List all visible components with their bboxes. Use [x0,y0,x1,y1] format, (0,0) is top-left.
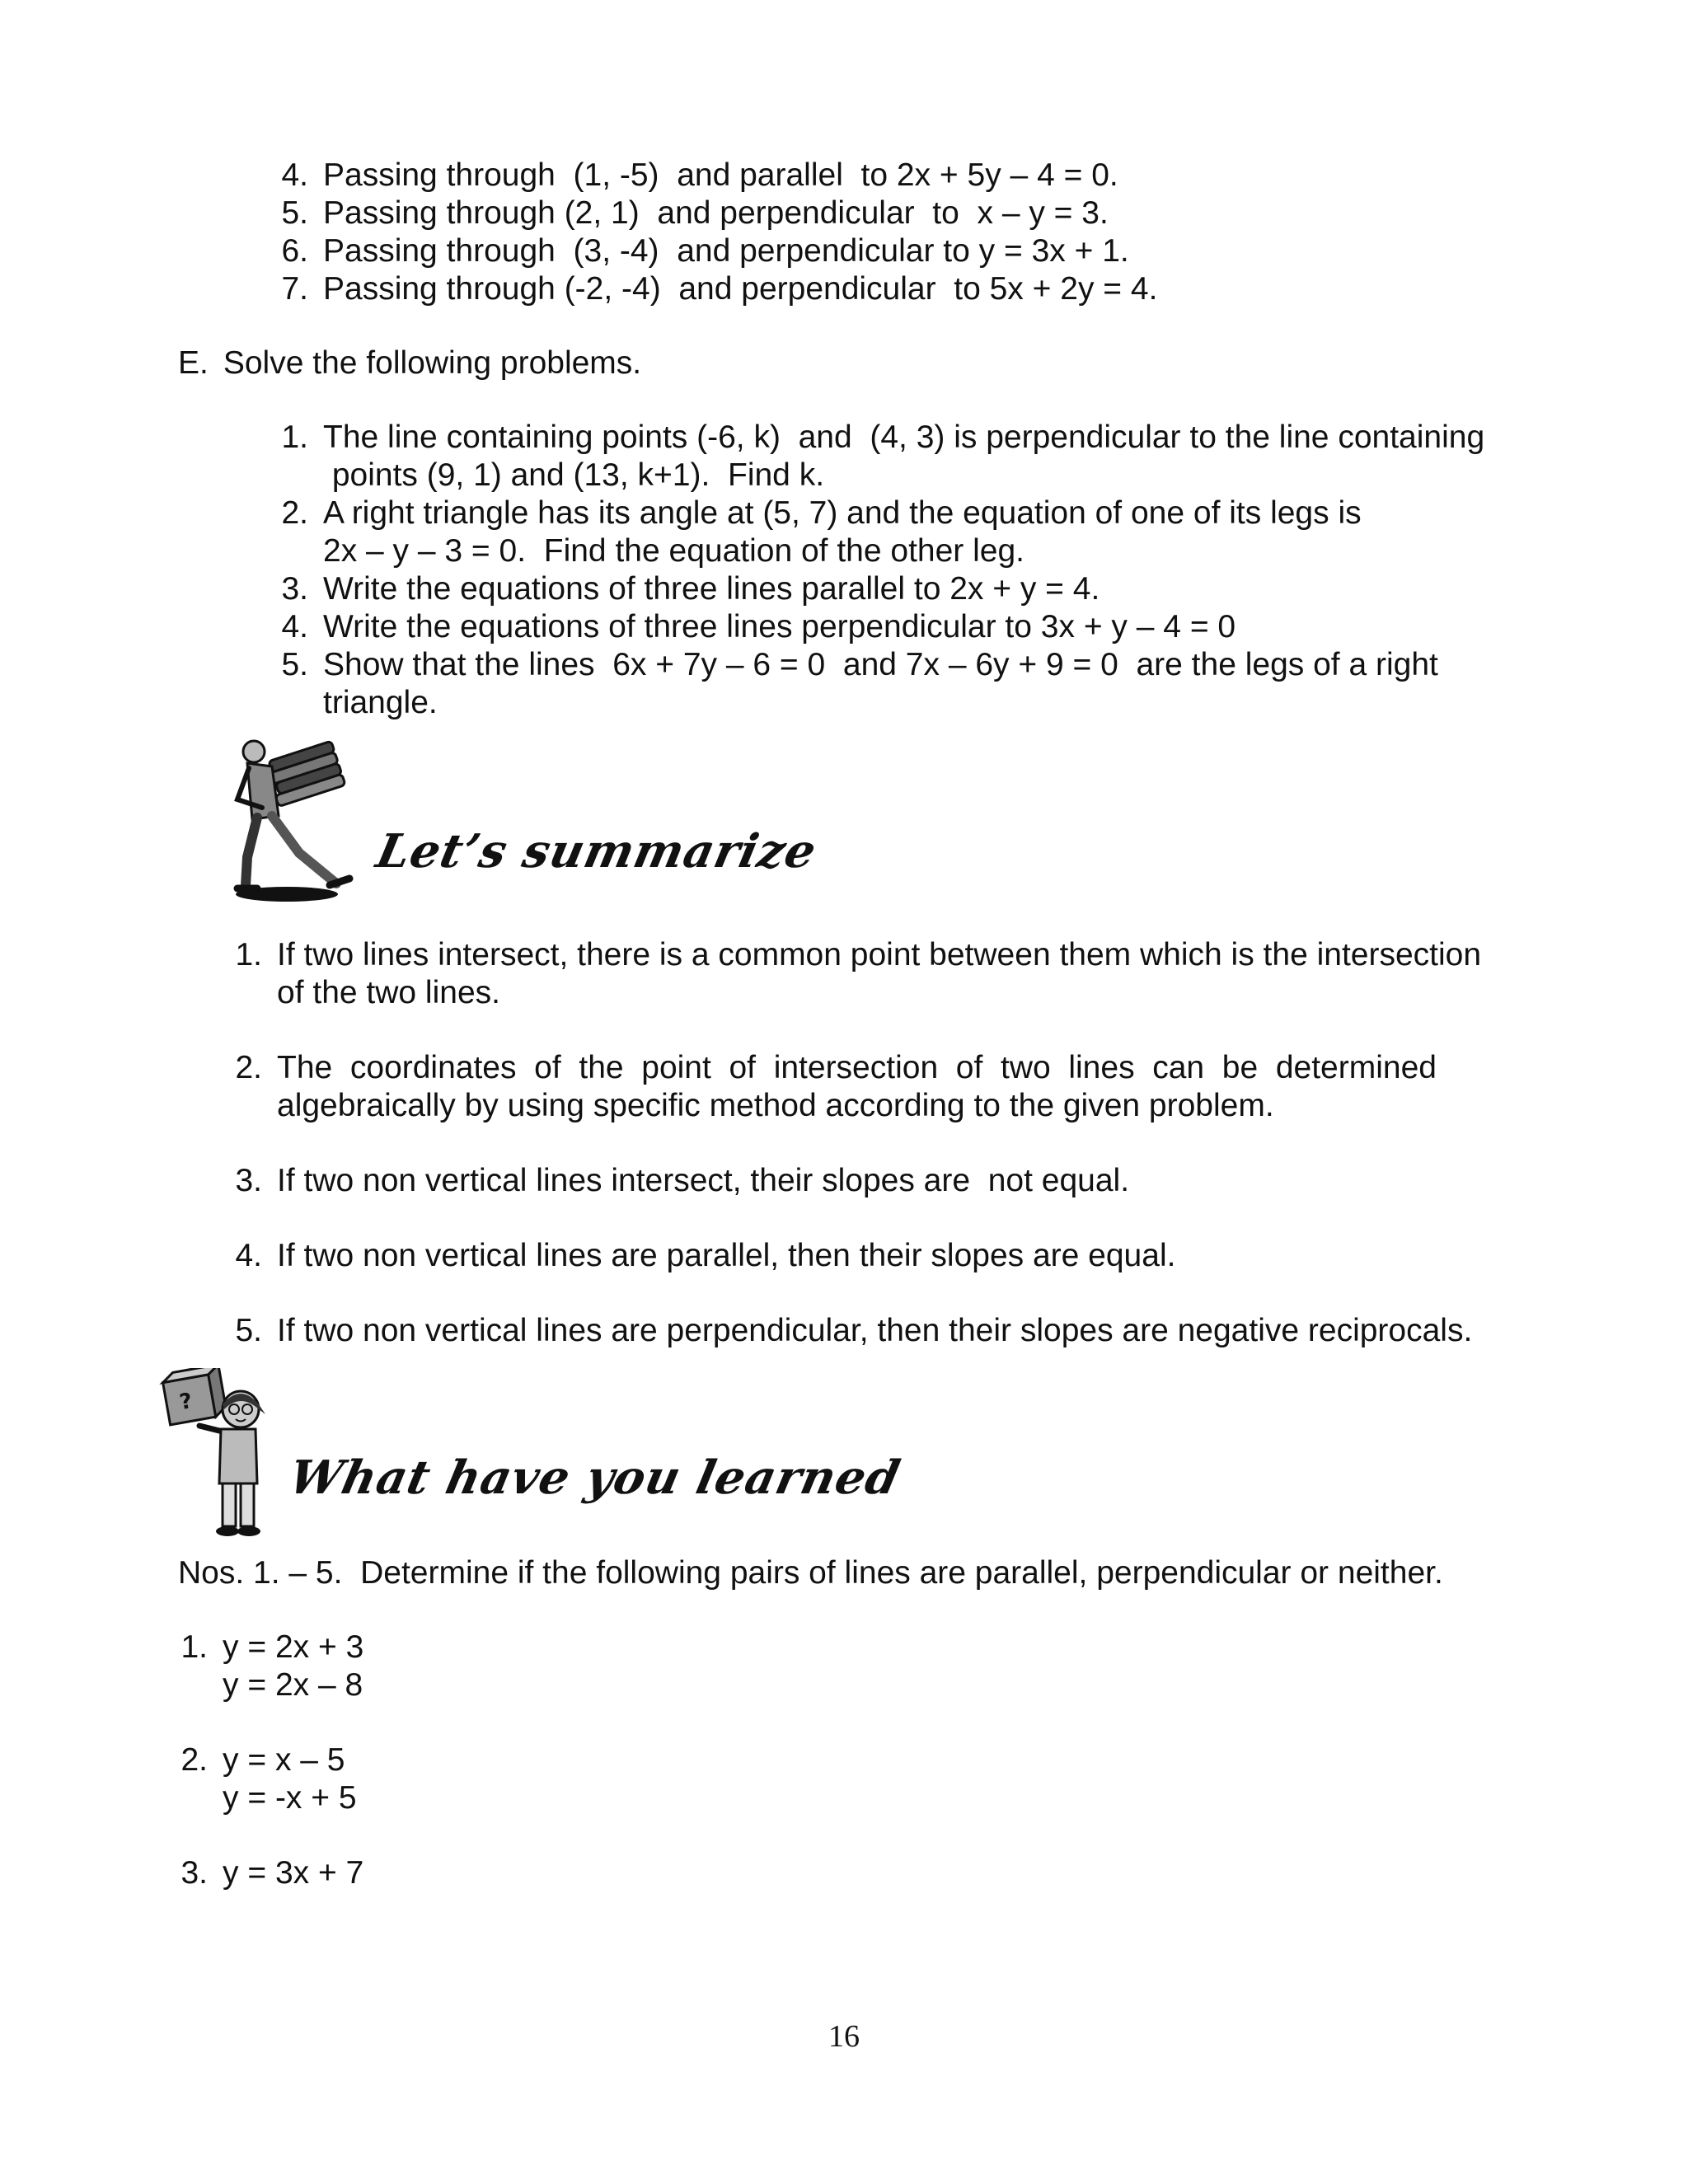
section-e-heading [178,344,641,382]
item-text: Show that the lines 6x + 7y – 6 = 0 and 7x – 6y + 9 = 0 are the legs of a right [323,647,1438,682]
equation: y = 3x + 7 [223,1855,364,1891]
equation: y = -x + 5 [223,1780,357,1816]
item-number: 2. [281,495,308,531]
person-carrying-books-icon [229,733,361,907]
learned-instruction: Nos. 1. – 5. Determine if the following pairs of lines are parallel, perpendicular or neither. [178,1555,1443,1591]
list-item [274,494,1484,570]
item-number: 5. [281,647,308,682]
item-number: 5. [281,195,308,231]
list-item [274,157,1157,194]
list-item [178,1854,363,1892]
equation: y = 2x + 3 [223,1629,364,1665]
item-text: Passing through (1, -5) and parallel to 2x + 5y – 4 = 0. [323,157,1118,193]
item-number: 3. [281,571,308,607]
list-item [274,270,1157,308]
item-text: Write the equations of three lines perpendicular to 3x + y – 4 = 0 [323,609,1236,644]
list-item [274,570,1484,608]
item-text: If two non vertical lines are perpendicular, then their slopes are negative reciprocals. [277,1313,1473,1348]
learned-heading: What have you learned [284,1451,906,1505]
item-number: 3. [181,1855,208,1891]
item-number: 2. [235,1050,262,1085]
item-text-continued: triangle. [323,685,438,720]
list-item [274,232,1157,270]
list-item [227,1162,1525,1200]
item-text: If two lines intersect, there is a common point between them which is the intersection [277,937,1482,972]
section-label: E. [178,345,209,381]
section-title: Solve the following problems. [223,345,642,381]
list-item [227,1049,1525,1125]
svg-text:?: ? [177,1389,195,1416]
section-e-list [274,419,1484,722]
item-number: 6. [281,233,308,269]
item-text: The line containing points (-6, k) and (4, 3) is perpendicular to the line containing [323,419,1485,455]
list-item [227,1237,1525,1275]
item-number: 5. [235,1313,262,1348]
item-text-continued: 2x – y – 3 = 0. Find the equation of the other leg. [323,533,1025,569]
list-item [274,608,1484,646]
equation: y = 2x – 8 [223,1667,363,1703]
list-item [227,936,1525,1012]
list-item [274,419,1484,494]
item-number: 1. [235,937,262,972]
summarize-list [227,936,1525,1350]
item-text-continued: of the two lines. [277,975,500,1010]
child-holding-question-box-icon [158,1368,282,1541]
learned-list [178,1629,363,1892]
item-text-continued: algebraically by using specific method according to the given problem. [277,1088,1274,1123]
item-number: 4. [281,157,308,193]
item-text: Passing through (3, -4) and perpendicular to y = 3x + 1. [323,233,1129,269]
list-item [178,1629,363,1704]
list-item [274,194,1157,232]
item-text: The coordinates of the point of intersection of two lines can be determined [277,1050,1437,1085]
item-number: 3. [235,1163,262,1198]
list-item [227,1312,1525,1350]
list-item [274,646,1484,722]
item-text: If two non vertical lines are parallel, then their slopes are equal. [277,1238,1176,1273]
item-text: Write the equations of three lines parallel to 2x + y = 4. [323,571,1100,607]
item-number: 1. [181,1629,208,1665]
section-d-list [274,157,1157,308]
item-text: A right triangle has its angle at (5, 7) and the equation of one of its legs is [323,495,1362,531]
list-item [178,1741,363,1817]
item-text: If two non vertical lines intersect, their slopes are not equal. [277,1163,1130,1198]
item-number: 2. [181,1742,208,1778]
item-number: 1. [281,419,308,455]
item-text: Passing through (2, 1) and perpendicular to x – y = 3. [323,195,1109,231]
item-text: Passing through (-2, -4) and perpendicular to 5x + 2y = 4. [323,271,1158,307]
item-number: 4. [235,1238,262,1273]
item-number: 7. [281,271,308,307]
page-number: 16 [828,2019,860,2054]
summarize-heading: Let’s summarize [371,824,822,879]
item-text-continued: points (9, 1) and (13, k+1). Find k. [323,457,825,493]
equation: y = x – 5 [223,1742,345,1778]
item-number: 4. [281,609,308,644]
